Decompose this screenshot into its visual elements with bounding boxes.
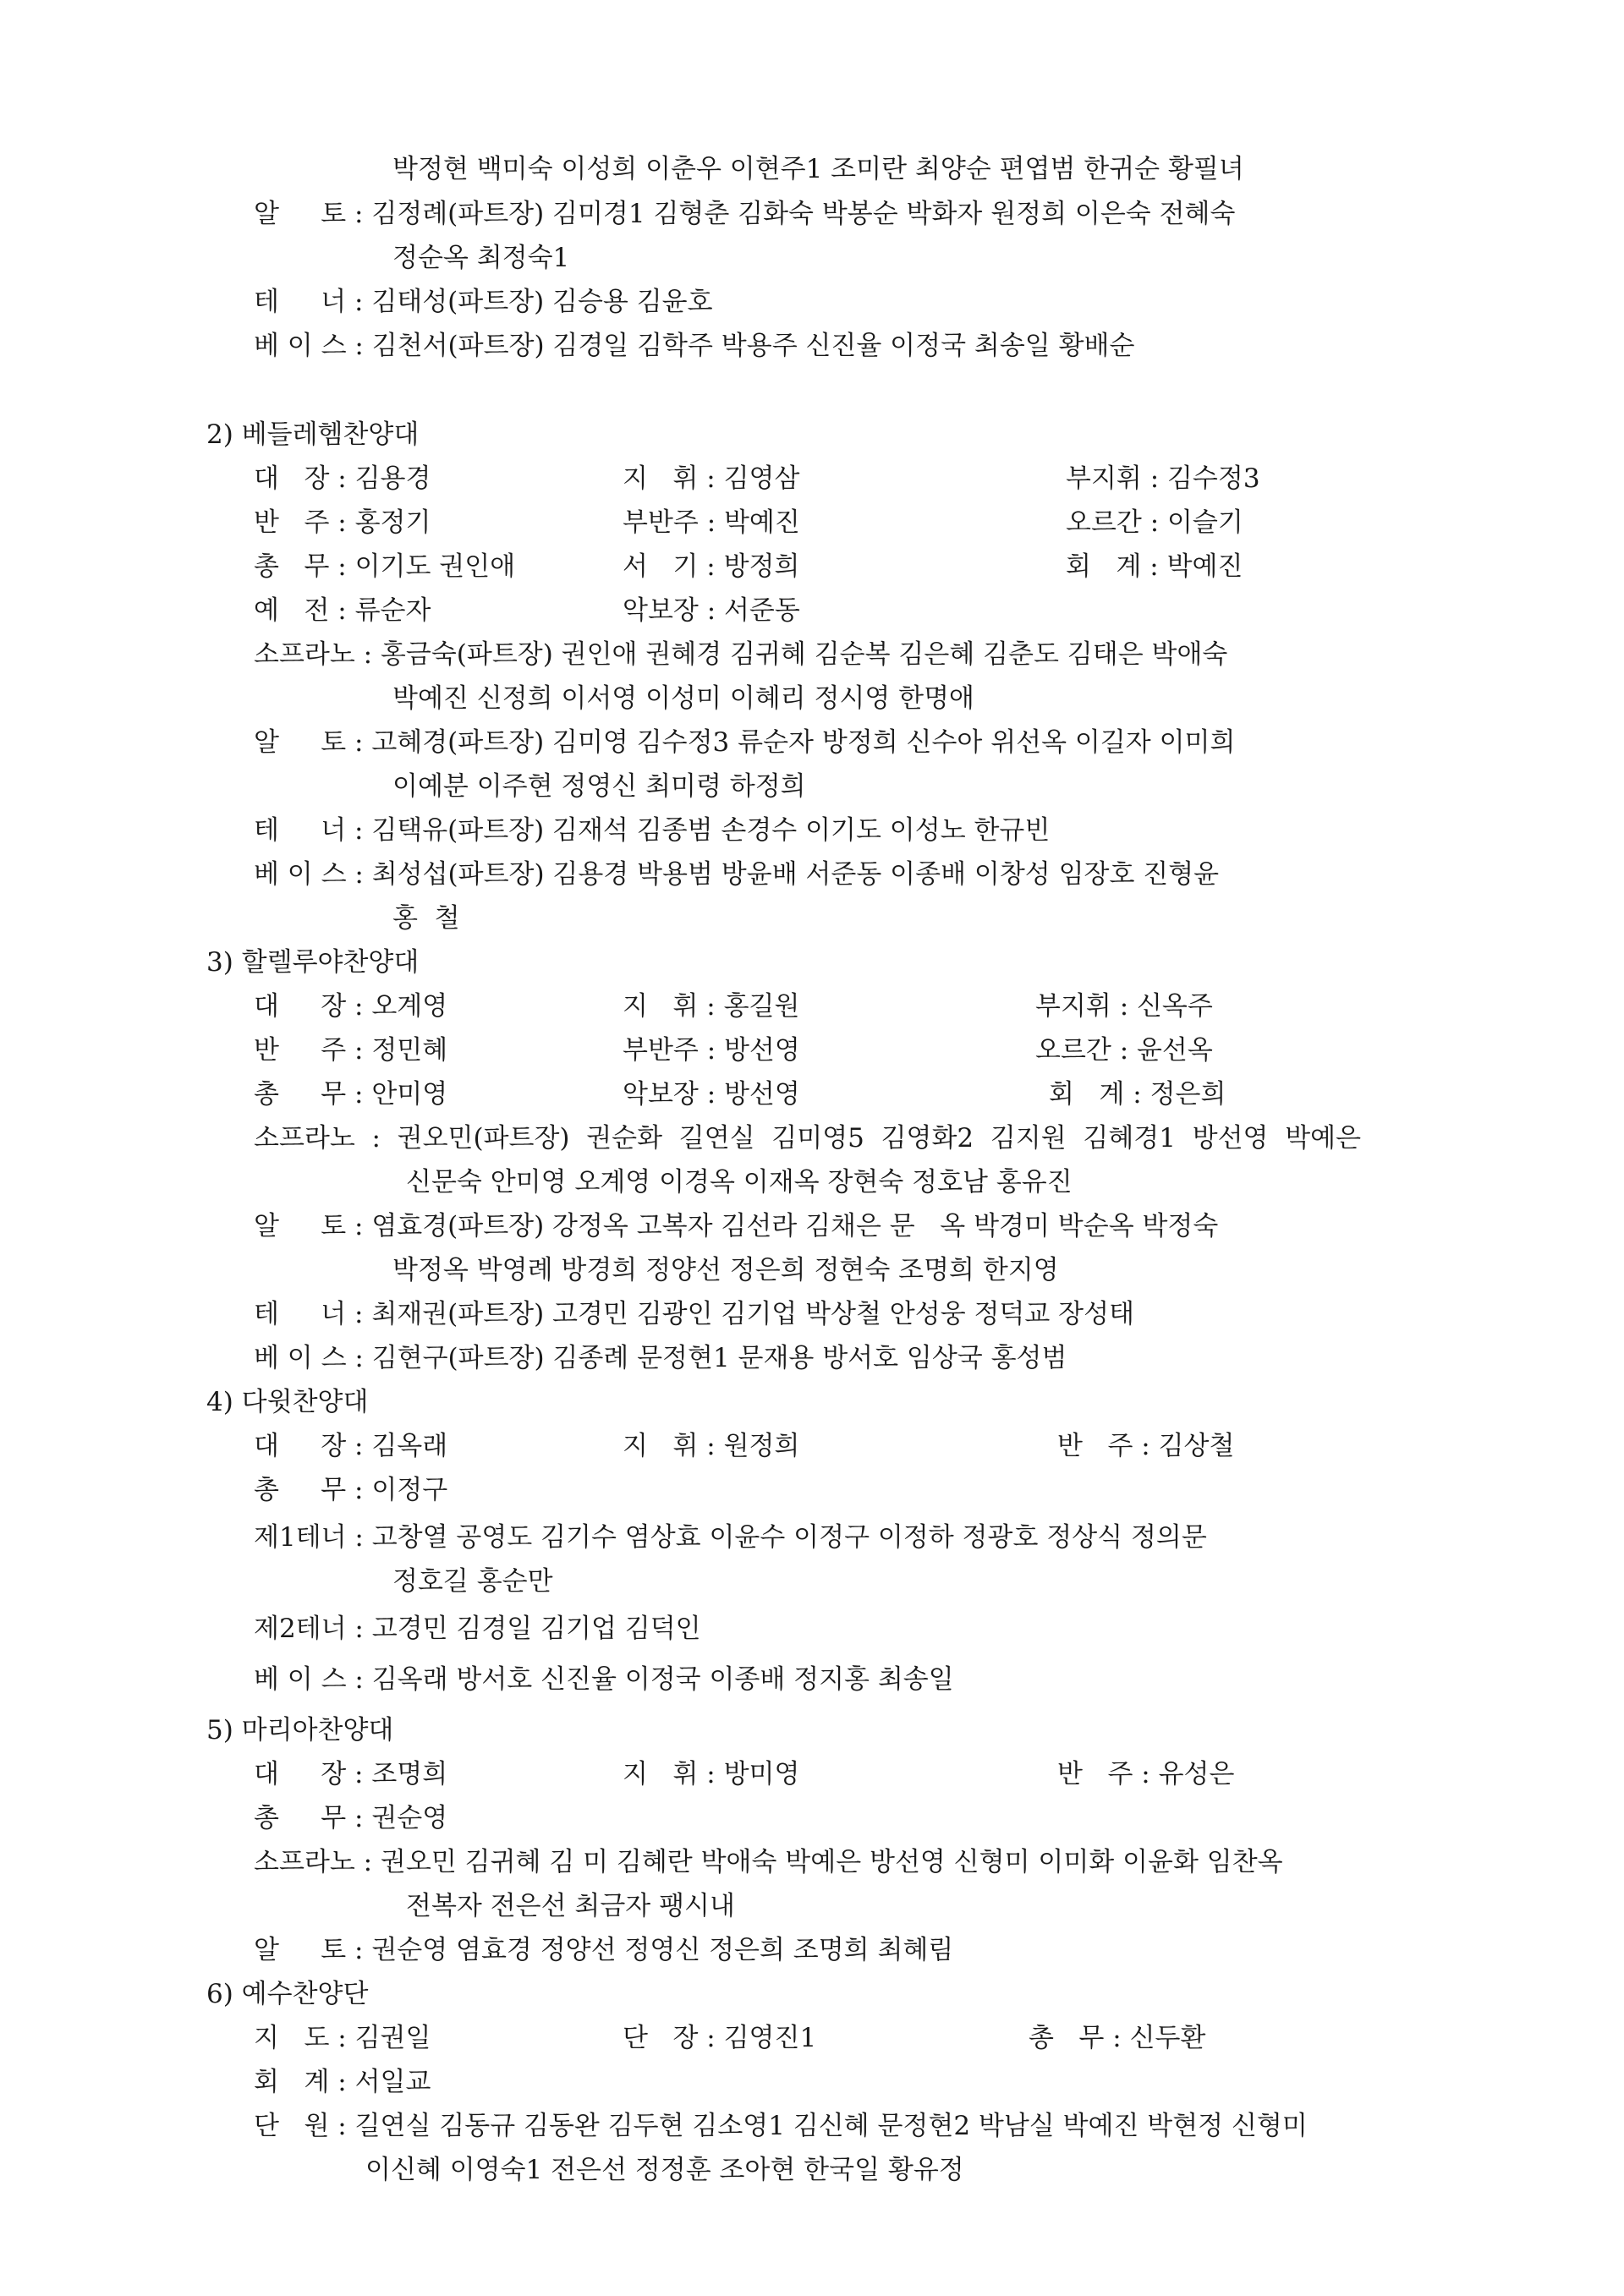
text-line: 홍 철	[392, 903, 460, 934]
text-line: 악보장 : 서준동	[623, 595, 800, 626]
text-line: 오르간 : 윤선옥	[1035, 1035, 1213, 1066]
text-line: 테 너 : 최재권(파트장) 고경민 김광인 김기업 박상철 안성웅 정덕교 장성태	[254, 1299, 1135, 1329]
text-line: 악보장 : 방선영	[623, 1079, 800, 1110]
section-heading: 6) 예수찬양단	[206, 1979, 369, 2009]
text-line: 회 계 : 서일교	[254, 2067, 431, 2097]
text-line: 서 기 : 방정희	[623, 551, 800, 582]
text-line: 대 장 : 조명희	[254, 1759, 448, 1789]
section-heading: 2) 베들레헴찬양대	[206, 419, 420, 450]
text-line: 부지휘 : 신옥주	[1035, 991, 1213, 1022]
text-line: 회 계 : 박예진	[1066, 551, 1243, 582]
text-line: 반 주 : 김상철	[1057, 1431, 1235, 1461]
text-line: 지 휘 : 홍길원	[623, 991, 800, 1022]
text-line: 알 토 : 권순영 염효경 정양선 정영신 정은희 조명희 최혜림	[254, 1935, 954, 1965]
text-line: 박예진 신정희 이서영 이성미 이혜리 정시영 한명애	[392, 683, 974, 714]
text-line: 총 무 : 이정구	[254, 1475, 448, 1505]
text-line: 반 주 : 유성은	[1057, 1759, 1235, 1789]
text-line: 베 이 스 : 최성섭(파트장) 김용경 박용범 방윤배 서준동 이종배 이창성 임장호 진형윤	[254, 859, 1220, 890]
text-line: 부지휘 : 김수정3	[1066, 463, 1260, 494]
text-line: 대 장 : 김옥래	[254, 1431, 448, 1461]
text-line: 지 도 : 김권일	[254, 2023, 431, 2053]
text-line: 예 전 : 류순자	[254, 595, 431, 626]
text-line: 대 장 : 김용경	[254, 463, 431, 494]
section-heading: 5) 마리아찬양대	[206, 1715, 394, 1745]
text-line: 알 토 : 김정례(파트장) 김미경1 김형춘 김화숙 박봉순 박화자 원정희 이은숙 전혜숙	[254, 199, 1236, 229]
text-line: 베 이 스 : 김현구(파트장) 김종례 문정현1 문재용 방서호 임상국 홍성범	[254, 1343, 1067, 1373]
text-line: 총 무 : 안미영	[254, 1079, 448, 1110]
text-line: 반 주 : 정민혜	[254, 1035, 448, 1066]
text-line: 정호길 홍순만	[392, 1566, 553, 1597]
text-line: 총 무 : 이기도 권인애	[254, 551, 516, 582]
text-line: 단 장 : 김영진1	[623, 2023, 817, 2053]
text-line: 정순옥 최정숙1	[392, 243, 570, 273]
text-line: 알 토 : 염효경(파트장) 강정옥 고복자 김선라 김채은 문 옥 박경미 박순옥 박정숙	[254, 1211, 1219, 1241]
text-line: 부반주 : 박예진	[623, 507, 800, 538]
text-line: 회 계 : 정은희	[1049, 1079, 1226, 1110]
text-line: 총 무 : 권순영	[254, 1803, 448, 1833]
text-line: 이신혜 이영숙1 전은선 정정훈 조아현 한국일 황유정	[365, 2155, 964, 2185]
text-line: 지 휘 : 김영삼	[623, 463, 800, 494]
text-line: 대 장 : 오계영	[254, 991, 448, 1022]
text-line: 이예분 이주현 정영신 최미령 하정희	[392, 771, 806, 802]
text-line: 단 원 : 길연실 김동규 김동완 김두현 김소영1 김신혜 문정현2 박남실 박예진 박현정 신형미	[254, 2111, 1308, 2141]
text-line: 부반주 : 방선영	[623, 1035, 800, 1066]
text-line: 반 주 : 홍정기	[254, 507, 431, 538]
text-line: 베 이 스 : 김천서(파트장) 김경일 김학주 박용주 신진율 이정국 최송일 황배순	[254, 331, 1135, 361]
text-line: 소프라노 : 홍금숙(파트장) 권인애 권혜경 김귀혜 김순복 김은혜 김춘도 김태은 박애숙	[254, 639, 1228, 670]
text-line: 테 너 : 김태성(파트장) 김승용 김윤호	[254, 287, 713, 317]
text-line: 신문숙 안미영 오계영 이경옥 이재옥 장현숙 정호남 홍유진	[406, 1167, 1073, 1197]
text-line: 테 너 : 김택유(파트장) 김재석 김종범 손경수 이기도 이성노 한규빈	[254, 815, 1051, 846]
text-line: 지 휘 : 방미영	[623, 1759, 800, 1789]
text-line: 박정옥 박영례 방경희 정양선 정은희 정현숙 조명희 한지영	[392, 1255, 1059, 1285]
text-line: 지 휘 : 원정희	[623, 1431, 800, 1461]
text-line: 제2테너 : 고경민 김경일 김기업 김덕인	[254, 1614, 701, 1644]
text-line: 베 이 스 : 김옥래 방서호 신진율 이정국 이종배 정지홍 최송일	[254, 1664, 954, 1695]
text-line: 소프라노 : 권오민 김귀혜 김 미 김혜란 박애숙 박예은 방선영 신형미 이미화 이윤화 임찬옥	[254, 1847, 1283, 1877]
text-line: 오르간 : 이슬기	[1066, 507, 1243, 538]
text-line: 알 토 : 고혜경(파트장) 김미영 김수정3 류순자 방정희 신수아 위선옥 이길자 이미희	[254, 727, 1236, 758]
text-line: 박정현 백미숙 이성희 이춘우 이현주1 조미란 최양순 편엽범 한귀순 황필녀	[392, 154, 1244, 184]
section-heading: 3) 할렐루야찬양대	[206, 947, 420, 978]
text-line: 제1테너 : 고창열 공영도 김기수 염상효 이윤수 이정구 이정하 정광호 정상식 정의문	[254, 1522, 1207, 1553]
text-line: 총 무 : 신두환	[1029, 2023, 1206, 2053]
text-line: 전복자 전은선 최금자 팽시내	[406, 1891, 735, 1921]
section-heading: 4) 다윗찬양대	[206, 1387, 369, 1417]
text-line: 소프라노 : 권오민(파트장) 권순화 길연실 김미영5 김영화2 김지원 김혜경1 방선영 박예은	[254, 1123, 1362, 1153]
